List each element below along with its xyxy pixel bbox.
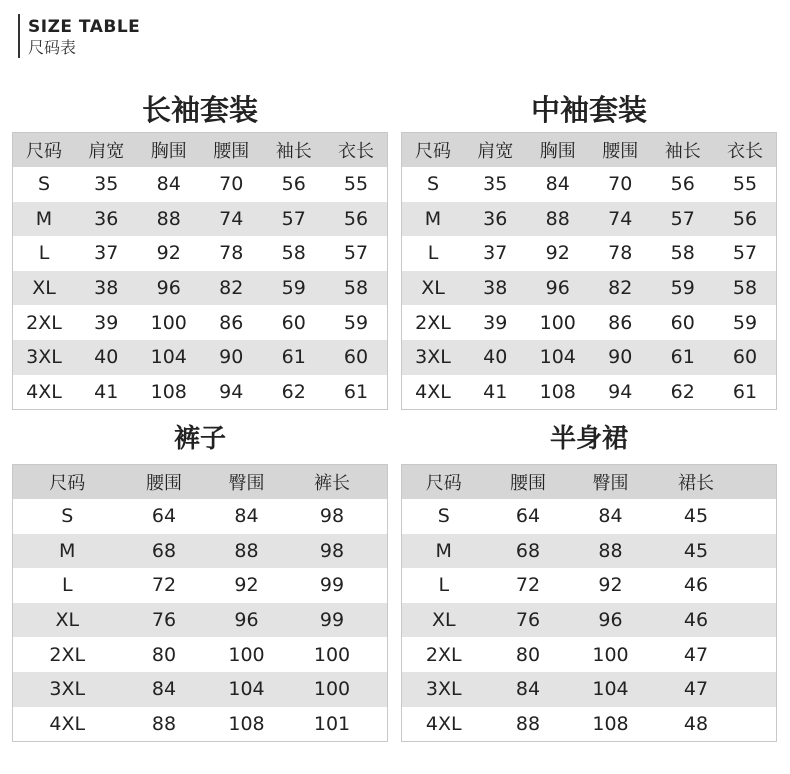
measurement-cell: 92 (571, 568, 651, 603)
size-cell: M (13, 534, 122, 569)
measurement-cell: 88 (527, 202, 590, 237)
measurement-cell: 99 (287, 603, 378, 638)
measurement-cell: 88 (571, 534, 651, 569)
measurement-cell: 61 (325, 375, 388, 410)
measurement-cell: 59 (652, 271, 715, 306)
size-cell: M (402, 202, 465, 237)
measurement-cell: 39 (75, 305, 138, 340)
size-table (12, 132, 388, 410)
measurement-cell: 86 (200, 305, 263, 340)
measurement-cell: 108 (527, 375, 590, 410)
measurement-cell: 59 (714, 305, 777, 340)
table-row (13, 375, 388, 410)
column-header: 尺码 (13, 133, 76, 168)
measurement-cell: 82 (589, 271, 652, 306)
measurement-cell: 36 (75, 202, 138, 237)
column-header: 袖长 (652, 133, 715, 168)
measurement-cell: 82 (200, 271, 263, 306)
empty-cell (378, 499, 388, 534)
size-cell: 4XL (13, 707, 122, 742)
measurement-cell: 100 (571, 637, 651, 672)
measurement-cell: 94 (200, 375, 263, 410)
measurement-cell: 84 (571, 499, 651, 534)
measurement-cell: 59 (325, 305, 388, 340)
measurement-cell: 47 (651, 672, 742, 707)
column-header: 腰围 (200, 133, 263, 168)
empty-cell (742, 637, 777, 672)
measurement-cell: 57 (652, 202, 715, 237)
measurement-cell: 76 (122, 603, 207, 638)
measurement-cell: 96 (207, 603, 287, 638)
measurement-cell: 74 (589, 202, 652, 237)
table-title: 中袖套装 (530, 93, 647, 127)
table-row (402, 305, 777, 340)
measurement-cell: 100 (527, 305, 590, 340)
measurement-cell: 84 (486, 672, 571, 707)
table-row (13, 568, 388, 603)
measurement-cell: 64 (486, 499, 571, 534)
size-cell: XL (13, 271, 76, 306)
column-header: 腰围 (122, 465, 207, 500)
measurement-cell: 92 (527, 236, 590, 271)
measurement-cell: 104 (571, 672, 651, 707)
measurement-cell: 84 (207, 499, 287, 534)
measurement-cell: 99 (287, 568, 378, 603)
measurement-cell: 96 (527, 271, 590, 306)
size-table (12, 464, 388, 742)
measurement-cell: 46 (651, 603, 742, 638)
column-header: 衣长 (714, 133, 777, 168)
table-row (402, 637, 777, 672)
empty-cell (378, 534, 388, 569)
measurement-cell: 62 (263, 375, 326, 410)
empty-cell (378, 603, 388, 638)
measurement-cell: 47 (651, 637, 742, 672)
measurement-cell: 88 (122, 707, 207, 742)
measurement-cell: 36 (464, 202, 527, 237)
table-row (13, 499, 388, 534)
size-table (401, 132, 777, 410)
size-cell: 4XL (402, 375, 465, 410)
measurement-cell: 59 (263, 271, 326, 306)
measurement-cell: 96 (571, 603, 651, 638)
size-cell: M (402, 534, 486, 569)
measurement-cell: 61 (714, 375, 777, 410)
table-header-row (402, 465, 777, 500)
column-header: 胸围 (138, 133, 201, 168)
measurement-cell: 100 (138, 305, 201, 340)
column-header: 臀围 (571, 465, 651, 500)
measurement-cell: 100 (287, 672, 378, 707)
empty-cell (742, 707, 777, 742)
measurement-cell: 58 (325, 271, 388, 306)
table-row (402, 167, 777, 202)
column-header: 袖长 (263, 133, 326, 168)
table-row (402, 499, 777, 534)
measurement-cell: 76 (486, 603, 571, 638)
table-row (13, 202, 388, 237)
empty-cell (378, 672, 388, 707)
size-cell: 4XL (402, 707, 486, 742)
table-row (13, 707, 388, 742)
column-header: 臀围 (207, 465, 287, 500)
table-row (402, 603, 777, 638)
measurement-cell: 57 (263, 202, 326, 237)
measurement-cell: 61 (652, 340, 715, 375)
measurement-cell: 80 (122, 637, 207, 672)
table-title: 长袖套装 (141, 93, 258, 127)
column-header: 腰围 (486, 465, 571, 500)
measurement-cell: 38 (464, 271, 527, 306)
measurement-cell: 104 (138, 340, 201, 375)
table-header-row (13, 133, 388, 168)
measurement-cell: 92 (138, 236, 201, 271)
empty-cell (742, 603, 777, 638)
measurement-cell: 46 (651, 568, 742, 603)
empty-cell (742, 568, 777, 603)
measurement-cell: 57 (325, 236, 388, 271)
size-cell: 3XL (402, 672, 486, 707)
table-row (402, 568, 777, 603)
measurement-cell: 48 (651, 707, 742, 742)
measurement-cell: 45 (651, 499, 742, 534)
size-cell: S (13, 167, 76, 202)
size-cell: S (13, 499, 122, 534)
measurement-cell: 78 (200, 236, 263, 271)
table-row (402, 534, 777, 569)
size-cell: XL (402, 603, 486, 638)
measurement-cell: 108 (138, 375, 201, 410)
measurement-cell: 68 (122, 534, 207, 569)
measurement-cell: 84 (527, 167, 590, 202)
measurement-cell: 70 (200, 167, 263, 202)
table-title: 半身裙 (549, 424, 628, 454)
size-cell: 3XL (402, 340, 465, 375)
size-cell: M (13, 202, 76, 237)
column-header: 肩宽 (464, 133, 527, 168)
table-row (13, 340, 388, 375)
header-title-en: SIZE TABLE (28, 17, 141, 37)
measurement-cell: 101 (287, 707, 378, 742)
size-cell: 2XL (13, 637, 122, 672)
table-row (402, 375, 777, 410)
table-row (13, 637, 388, 672)
table-row (13, 236, 388, 271)
measurement-cell: 94 (589, 375, 652, 410)
empty-cell (742, 499, 777, 534)
measurement-cell: 70 (589, 167, 652, 202)
measurement-cell: 56 (325, 202, 388, 237)
measurement-cell: 41 (75, 375, 138, 410)
measurement-cell: 60 (325, 340, 388, 375)
measurement-cell: 90 (589, 340, 652, 375)
measurement-cell: 108 (207, 707, 287, 742)
measurement-cell: 60 (263, 305, 326, 340)
measurement-cell: 40 (75, 340, 138, 375)
measurement-cell: 58 (652, 236, 715, 271)
column-header: 衣长 (325, 133, 388, 168)
column-header: 尺码 (13, 465, 122, 500)
measurement-cell: 90 (200, 340, 263, 375)
measurement-cell: 58 (263, 236, 326, 271)
measurement-cell: 100 (207, 637, 287, 672)
table-row (402, 340, 777, 375)
size-table-header (18, 14, 140, 58)
table-header-row (13, 465, 388, 500)
measurement-cell: 92 (207, 568, 287, 603)
table-row (402, 672, 777, 707)
table-row (13, 167, 388, 202)
table-row (13, 672, 388, 707)
size-cell: L (402, 236, 465, 271)
size-cell: L (13, 568, 122, 603)
measurement-cell: 96 (138, 271, 201, 306)
table-header-row (402, 133, 777, 168)
table-row (402, 271, 777, 306)
measurement-cell: 56 (714, 202, 777, 237)
measurement-cell: 60 (714, 340, 777, 375)
column-header: 肩宽 (75, 133, 138, 168)
size-cell: 2XL (402, 637, 486, 672)
measurement-cell: 40 (464, 340, 527, 375)
table-title: 裤子 (173, 424, 226, 454)
column-header: 尺码 (402, 133, 465, 168)
column-header: 胸围 (527, 133, 590, 168)
empty-cell (378, 707, 388, 742)
size-cell: 3XL (13, 340, 76, 375)
size-cell: 3XL (13, 672, 122, 707)
size-cell: L (13, 236, 76, 271)
table-row (402, 202, 777, 237)
column-header: 裤长 (287, 465, 378, 500)
measurement-cell: 35 (75, 167, 138, 202)
measurement-cell: 55 (325, 167, 388, 202)
size-cell: XL (402, 271, 465, 306)
column-header-empty (742, 465, 777, 500)
measurement-cell: 58 (714, 271, 777, 306)
size-cell: XL (13, 603, 122, 638)
measurement-cell: 45 (651, 534, 742, 569)
size-cell: 2XL (402, 305, 465, 340)
measurement-cell: 98 (287, 534, 378, 569)
size-cell: S (402, 499, 486, 534)
column-header: 尺码 (402, 465, 486, 500)
empty-cell (378, 568, 388, 603)
empty-cell (742, 672, 777, 707)
empty-cell (742, 534, 777, 569)
table-row (13, 271, 388, 306)
measurement-cell: 98 (287, 499, 378, 534)
measurement-cell: 57 (714, 236, 777, 271)
measurement-cell: 74 (200, 202, 263, 237)
size-cell: L (402, 568, 486, 603)
measurement-cell: 62 (652, 375, 715, 410)
measurement-cell: 72 (122, 568, 207, 603)
measurement-cell: 37 (464, 236, 527, 271)
table-row (402, 707, 777, 742)
measurement-cell: 78 (589, 236, 652, 271)
measurement-cell: 39 (464, 305, 527, 340)
measurement-cell: 38 (75, 271, 138, 306)
size-cell: 2XL (13, 305, 76, 340)
measurement-cell: 68 (486, 534, 571, 569)
measurement-cell: 35 (464, 167, 527, 202)
size-cell: S (402, 167, 465, 202)
size-table (401, 464, 777, 742)
table-row (13, 305, 388, 340)
measurement-cell: 60 (652, 305, 715, 340)
column-header: 裙长 (651, 465, 742, 500)
header-title-cn: 尺码表 (28, 38, 77, 57)
table-row (402, 236, 777, 271)
measurement-cell: 64 (122, 499, 207, 534)
measurement-cell: 84 (138, 167, 201, 202)
measurement-cell: 72 (486, 568, 571, 603)
measurement-cell: 61 (263, 340, 326, 375)
measurement-cell: 56 (652, 167, 715, 202)
measurement-cell: 41 (464, 375, 527, 410)
column-header-empty (378, 465, 388, 500)
measurement-cell: 108 (571, 707, 651, 742)
measurement-cell: 86 (589, 305, 652, 340)
empty-cell (378, 637, 388, 672)
measurement-cell: 56 (263, 167, 326, 202)
measurement-cell: 88 (207, 534, 287, 569)
measurement-cell: 80 (486, 637, 571, 672)
table-row (13, 534, 388, 569)
measurement-cell: 88 (486, 707, 571, 742)
measurement-cell: 104 (527, 340, 590, 375)
column-header: 腰围 (589, 133, 652, 168)
measurement-cell: 84 (122, 672, 207, 707)
size-cell: 4XL (13, 375, 76, 410)
table-row (13, 603, 388, 638)
measurement-cell: 100 (287, 637, 378, 672)
measurement-cell: 37 (75, 236, 138, 271)
measurement-cell: 88 (138, 202, 201, 237)
measurement-cell: 55 (714, 167, 777, 202)
measurement-cell: 104 (207, 672, 287, 707)
